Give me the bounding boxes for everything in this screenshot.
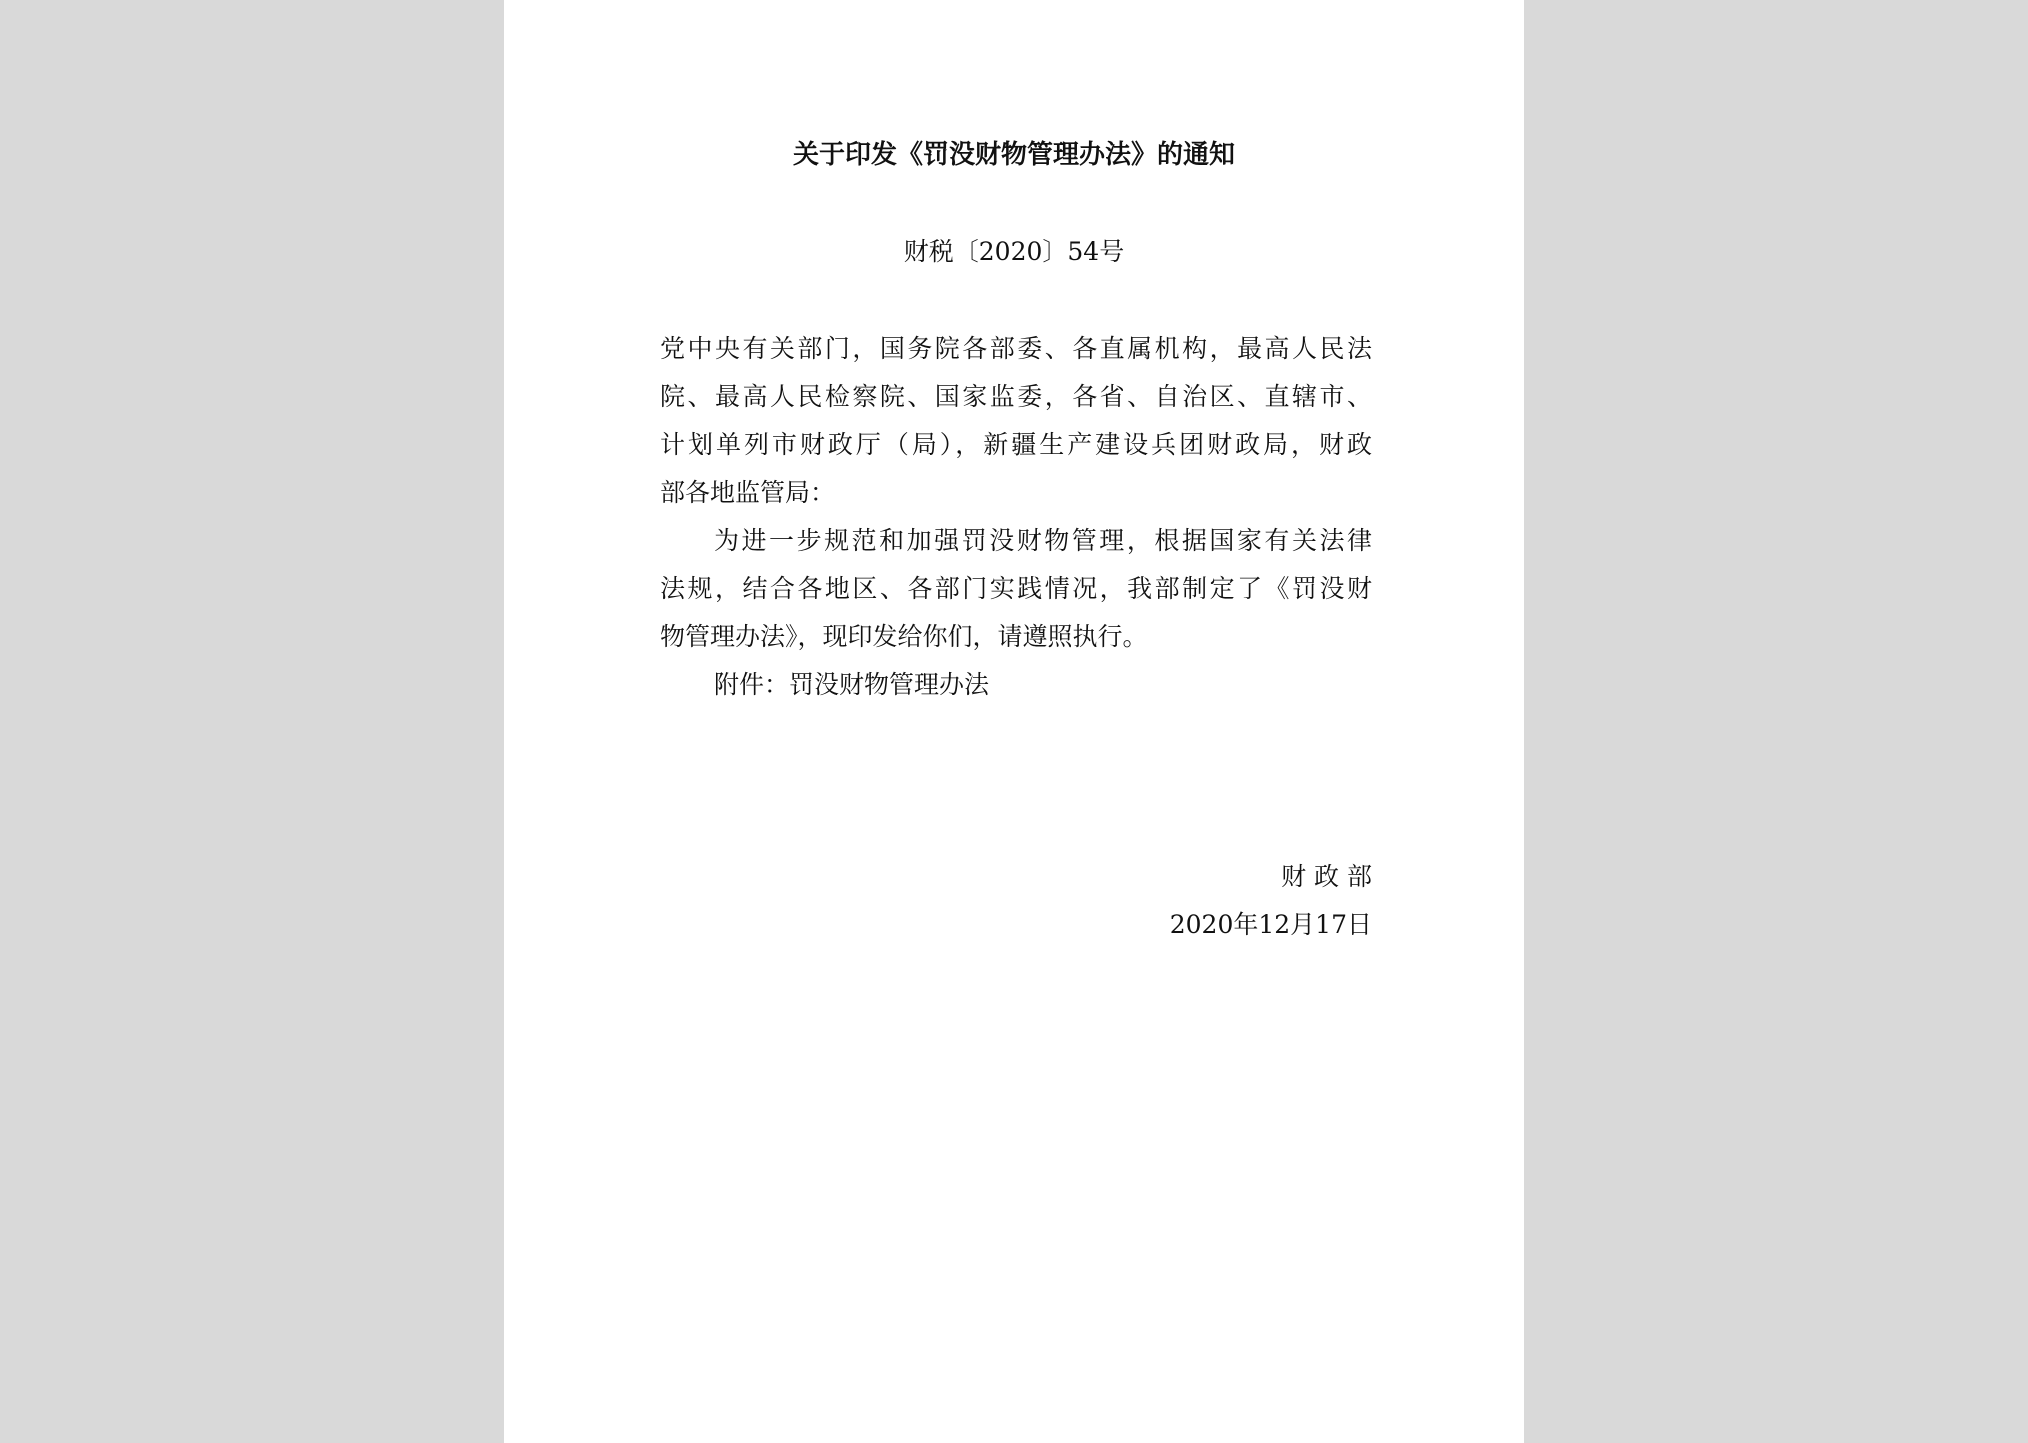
body-paragraph-line: 物管理办法》，现印发给你们，请遵照执行。 (660, 622, 1148, 651)
addressee-line: 部各地监管局： (660, 478, 836, 507)
document-page (504, 0, 1524, 1443)
body-paragraph-line: 法规，结合各地区、各部门实践情况，我部制定了《罚没财 (660, 574, 1372, 603)
signature-block (1170, 853, 1372, 949)
document-title: 关于印发《罚没财物管理办法》的通知 (792, 140, 1235, 170)
document-number: 财税〔2020〕54号 (903, 237, 1125, 266)
issuer-name: 财 政 部 (1281, 862, 1372, 891)
body-paragraph-line: 为进一步规范和加强罚没财物管理，根据国家有关法律 (714, 526, 1372, 555)
document-body (660, 325, 1372, 709)
addressee-line: 计划单列市财政厅（局），新疆生产建设兵团财政局，财政 (660, 430, 1372, 459)
issue-date: 2020年12月17日 (1169, 910, 1372, 939)
attachment-line: 附件：罚没财物管理办法 (714, 670, 990, 699)
addressee-line: 院、最高人民检察院、国家监委，各省、自治区、直辖市、 (660, 382, 1372, 411)
addressee-line: 党中央有关部门，国务院各部委、各直属机构，最高人民法 (660, 334, 1372, 363)
